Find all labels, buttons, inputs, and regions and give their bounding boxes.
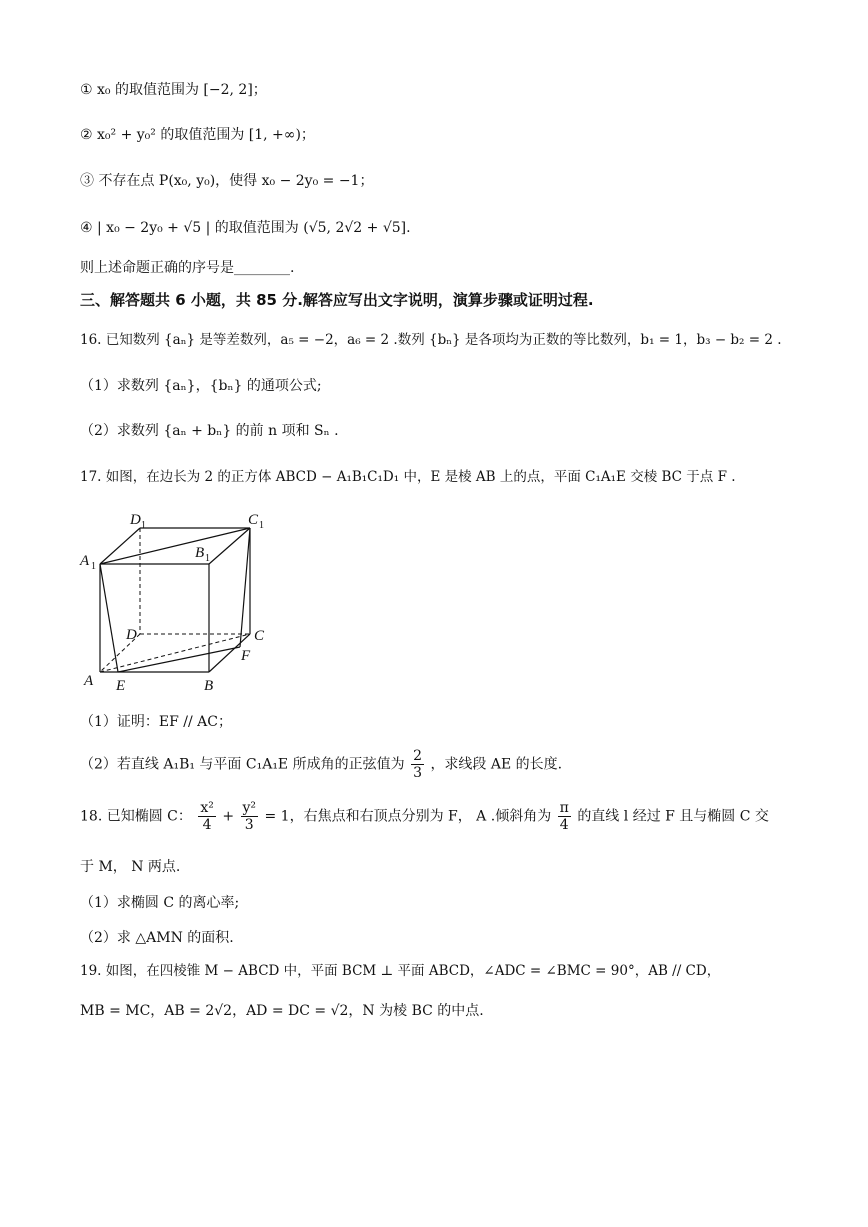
label-D1: D — [130, 512, 141, 528]
answer-prompt: 则上述命题正确的序号是________. — [80, 260, 295, 276]
label-C: C — [254, 628, 265, 644]
q17-part-2-text-a: （2）若直线 A₁B₁ 与平面 C₁A₁E 所成角的正弦值为 — [80, 756, 405, 773]
label-D: D — [126, 627, 137, 643]
q18-text-a: 18. 已知椭圆 C： — [80, 808, 192, 825]
q18-frac-y — [241, 800, 259, 833]
label-A: A — [84, 673, 94, 689]
q18-frac-pi-num: π — [559, 800, 569, 816]
q19-line-1: 19. 如图，在四棱锥 M − ABCD 中，平面 BCM ⊥ 平面 ABCD，∠ADC = ∠BMC = 90°，AB // CD， — [80, 963, 721, 979]
q19-line-2: MB = MC，AB = 2√2，AD = DC = √2，N 为棱 BC 的中点. — [80, 1003, 484, 1019]
q18-plus: + — [222, 808, 235, 825]
section-header: 三、解答题共 6 小题，共 85 分.解答应写出文字说明，演算步骤或证明过程. — [80, 291, 594, 309]
q18-frac-y-den: 3 — [244, 817, 254, 833]
label-C1: C — [248, 512, 259, 528]
cube-figure — [78, 506, 278, 698]
q17-fraction-num: 2 — [413, 748, 422, 764]
q16-part-2: （2）求数列 {aₙ + bₙ} 的前 n 项和 Sₙ . — [80, 423, 339, 439]
q17-fraction-den: 3 — [413, 765, 422, 781]
q18-frac-x-den: 4 — [202, 817, 212, 833]
item-3: ③ 不存在点 P(x₀, y₀)，使得 x₀ − 2y₀ = −1； — [80, 173, 374, 189]
q17-part-2 — [80, 748, 562, 781]
q18-part-2: （2）求 △AMN 的面积. — [80, 930, 234, 946]
label-F: F — [241, 648, 251, 664]
q18-text-b: = 1，右焦点和右顶点分别为 F， A .倾斜角为 — [264, 808, 552, 825]
q18-part-1: （1）求椭圆 C 的离心率; — [80, 895, 240, 911]
q17-fraction — [411, 748, 424, 781]
item-2: ② x₀² + y₀² 的取值范围为 [1, +∞)； — [80, 127, 315, 143]
q18-stem-cont: 于 M， N 两点. — [80, 859, 181, 875]
label-A1-sub: 1 — [91, 561, 96, 572]
label-C1-sub: 1 — [259, 520, 264, 531]
q18-stem — [80, 800, 769, 833]
label-B1-sub: 1 — [205, 553, 210, 564]
item-1: ① x₀ 的取值范围为 [−2, 2]； — [80, 82, 267, 98]
q17-part-2-text-b: ，求线段 AE 的长度. — [430, 756, 563, 773]
q18-frac-x-num: x² — [200, 800, 214, 816]
q17-part-1: （1）证明：EF // AC； — [80, 714, 232, 730]
q18-frac-x — [198, 800, 216, 833]
label-E: E — [116, 678, 126, 694]
q18-frac-pi — [558, 800, 571, 833]
q16-part-1: （1）求数列 {aₙ}，{bₙ} 的通项公式; — [80, 378, 322, 394]
label-B1: B — [195, 545, 205, 561]
q18-frac-pi-den: 4 — [559, 817, 569, 833]
q17-stem: 17. 如图，在边长为 2 的正方体 ABCD − A₁B₁C₁D₁ 中，E 是棱 AB 上的点，平面 C₁A₁E 交棱 BC 于点 F . — [80, 469, 736, 485]
q18-text-c: 的直线 l 经过 F 且与椭圆 C 交 — [577, 808, 769, 825]
label-B: B — [204, 678, 214, 694]
q16-stem: 16. 已知数列 {aₙ} 是等差数列，a₅ = −2，a₆ = 2 .数列 {bₙ} 是各项均为正数的等比数列，b₁ = 1，b₃ − b₂ = 2 . — [80, 332, 782, 348]
label-D1-sub: 1 — [141, 520, 146, 531]
item-4: ④ | x₀ − 2y₀ + √5 | 的取值范围为 (√5, 2√2 + √5]. — [80, 220, 411, 236]
q18-frac-y-num: y² — [242, 800, 257, 816]
label-A1: A — [80, 553, 90, 569]
